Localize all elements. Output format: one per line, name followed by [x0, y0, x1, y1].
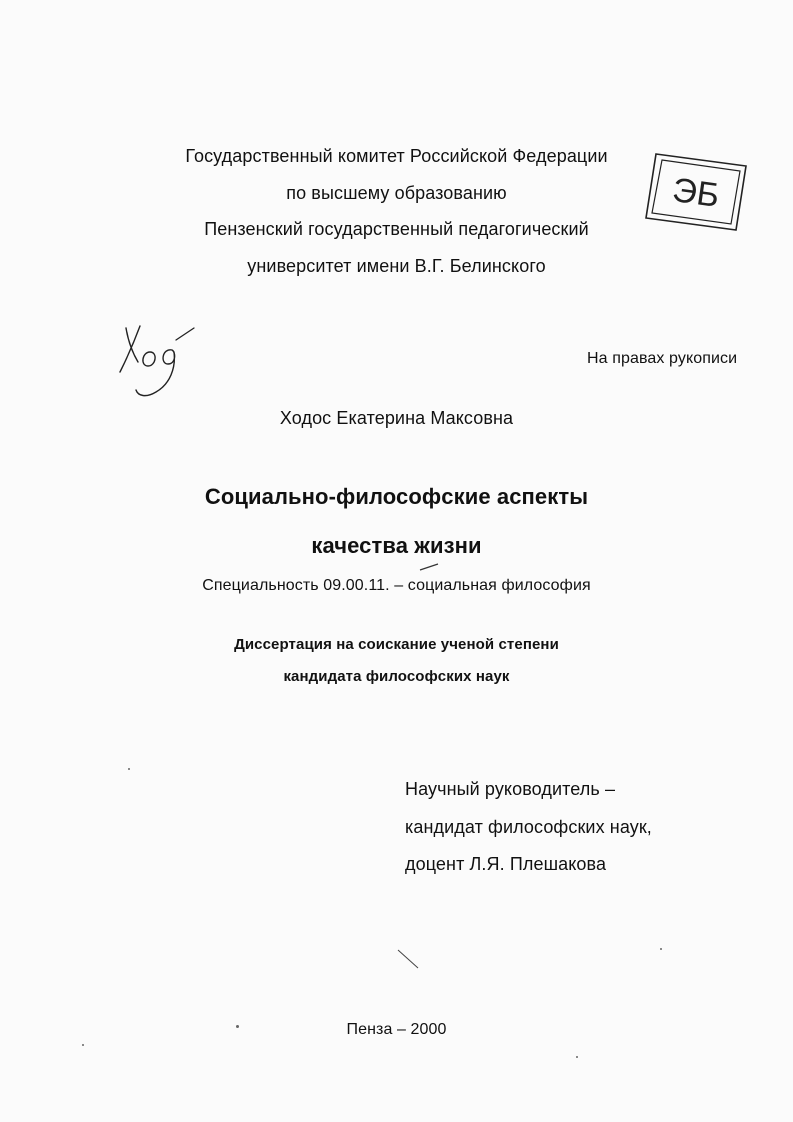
pen-mark: [418, 562, 440, 572]
header-line-2: по высшему образованию: [286, 183, 507, 203]
supervisor-line-1: Научный руководитель –: [405, 779, 616, 799]
header-line-1: Государственный комитет Российской Федерации: [185, 146, 608, 166]
supervisor-line-3: доцент Л.Я. Плешакова: [405, 854, 607, 874]
scan-speck: [128, 768, 130, 770]
degree-line-1: Диссертация на соискание ученой степени: [234, 636, 559, 653]
scan-speck: [236, 1025, 239, 1028]
stamp-text: ЭБ: [670, 170, 722, 216]
handwritten-signature: [110, 318, 210, 402]
library-stamp: [640, 146, 752, 236]
scan-speck: [660, 948, 662, 950]
city-year: Пенза – 2000: [346, 1021, 447, 1038]
dissertation-title-line-1: Социально-философские аспекты: [204, 484, 589, 509]
dissertation-title-line-2: качества жизни: [311, 533, 482, 558]
degree-line-2: кандидата философских наук: [283, 668, 510, 685]
specialty: Специальность 09.00.11. – социальная философия: [202, 577, 591, 594]
supervisor-line-2: кандидат философских наук,: [405, 817, 652, 837]
scan-speck: [576, 1056, 578, 1058]
scan-speck: [82, 1044, 84, 1046]
rights-note: На правах рукописи: [587, 350, 738, 367]
scan-stroke: [396, 948, 422, 972]
author-name: Ходос Екатерина Максовна: [279, 408, 514, 428]
header-line-3: Пензенский государственный педагогический: [204, 219, 589, 239]
header-line-4: университет имени В.Г. Белинского: [247, 256, 546, 276]
